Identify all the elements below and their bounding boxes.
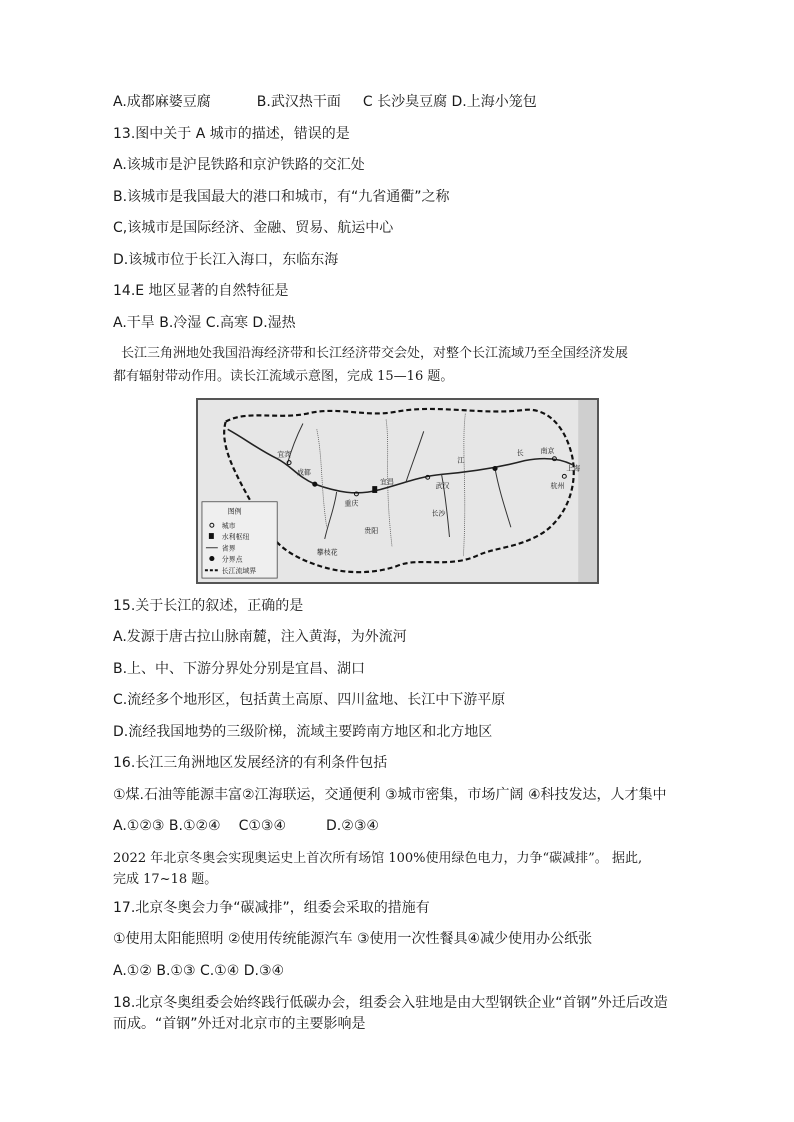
q14-options: A.干旱 B.冷湿 C.高寒 D.湿热	[113, 315, 296, 331]
q13-option-b: B.该城市是我国最大的港口和城市，有“九省通衢”之称	[113, 189, 450, 205]
map-label-chengdu: 成都	[297, 468, 311, 477]
q15-option-c: C.流经多个地形区，包括黄土高原、四川盆地、长江中下游平原	[113, 692, 506, 708]
q15-option-a: A.发源于唐古拉山脉南麓，注入黄海，为外流河	[113, 629, 407, 645]
passage2-line1: 2022 年北京冬奥会实现奥运史上首次所有场馆 100%使用绿色电力，力争“碳减排”。 据此,	[113, 851, 643, 866]
q13-option-d: D.该城市位于长江入海口，东临东海	[113, 252, 339, 268]
q16-options	[113, 816, 379, 836]
q13-option-c: C,该城市是国际经济、金融、贸易、航运中心	[113, 220, 394, 236]
map-label-panzhihua: 攀枝花	[316, 548, 338, 557]
legend-province-border: 省界	[221, 544, 236, 553]
map-label-changsha: 长沙	[431, 509, 446, 518]
q16-stem: 16.长江三角洲地区发展经济的有利条件包括	[113, 755, 388, 771]
yangtze-basin-map	[196, 398, 599, 584]
legend-division-point: 分界点	[221, 555, 243, 564]
legend-dam: 水利枢纽	[221, 532, 250, 541]
q14-stem: 14.E 地区显著的自然特征是	[113, 283, 289, 299]
q15-option-b: B.上、中、下游分界处分别是宜昌、湖口	[113, 661, 366, 677]
q12-option-a: A.成都麻婆豆腐	[113, 94, 211, 110]
map-label-yichang: 宜昌	[380, 478, 395, 487]
q17-stem: 17.北京冬奥会力争“碳减排”，组委会采取的措施有	[113, 900, 430, 916]
legend-city: 城市	[221, 522, 236, 531]
q17-options: A.①② B.①③ C.①④ D.③④	[113, 963, 285, 979]
q15-stem: 15.关于长江的叙述，正确的是	[113, 598, 304, 614]
q16-option-d: D.②③④	[326, 818, 379, 834]
legend-title: 图例	[227, 507, 242, 516]
map-label-nanjing: 南京	[540, 446, 555, 455]
legend-basin-boundary: 长江流域界	[221, 567, 257, 576]
q12-options	[113, 92, 537, 112]
map-label-wuhan: 武汉	[435, 482, 450, 491]
passage1-line2: 都有辐射带动作用。读长江流域示意图，完成 15—16 题。	[113, 369, 454, 384]
q13-option-a: A.该城市是沪昆铁路和京沪铁路的交汇处	[113, 157, 365, 173]
q12-option-b: B.武汉热干面	[256, 94, 341, 110]
passage2-line2: 完成 17~18 题。	[113, 872, 218, 887]
map-label-chongqing: 重庆	[344, 499, 359, 508]
map-label-shanghai: 上海	[566, 464, 581, 473]
q18-line2: 而成。“首钢”外迁对北京市的主要影响是	[113, 1016, 366, 1032]
map-label-chang: 长	[516, 448, 524, 457]
map-label-yibin: 宜宾	[277, 450, 292, 459]
map-label-jiang: 江	[457, 456, 465, 465]
map-label-hangzhou: 杭州	[550, 482, 565, 491]
passage1-line1: 长江三角洲地处我国沿海经济带和长江经济带交会处，对整个长江流域乃至全国经济发展	[121, 346, 629, 361]
q15-option-d: D.流经我国地势的三级阶梯，流域主要跨南方地区和北方地区	[113, 724, 493, 740]
q16-option-ab: A.①②③ B.①②④	[113, 818, 221, 834]
map-label-guiyang: 贵阳	[364, 527, 379, 536]
q16-option-c: C①③④	[238, 818, 287, 834]
q16-items: ①煤.石油等能源丰富②江海联运，交通便利 ③城市密集，市场广阔 ④科技发达，人才集中	[113, 787, 667, 803]
q17-items: ①使用太阳能照明 ②使用传统能源汽车 ③使用一次性餐具④减少使用办公纸张	[113, 931, 593, 947]
q18-line1: 18.北京冬奥组委会始终践行低碳办会，组委会入驻地是由大型钢铁企业“首钢”外迁后改造	[113, 995, 668, 1011]
q13-stem: 13.图中关于 A 城市的描述，错误的是	[113, 126, 350, 142]
q12-option-cd: C 长沙臭豆腐 D.上海小笼包	[362, 94, 537, 110]
